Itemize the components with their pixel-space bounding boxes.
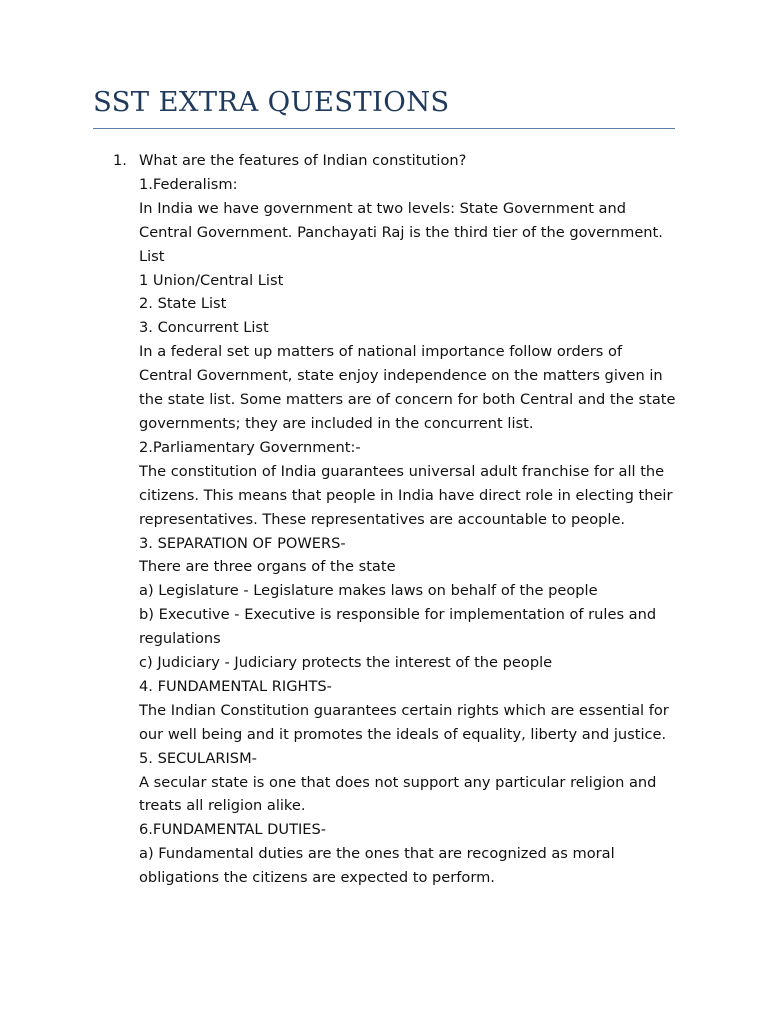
section-heading-secularism: 5. SECULARISM- bbox=[139, 749, 257, 767]
body-line: obligations the citizens are expected to perform. bbox=[139, 869, 495, 887]
list-item: 2. State List bbox=[139, 295, 227, 313]
body-line: In a federal set up matters of national importance follow orders of bbox=[139, 343, 623, 361]
body-line: There are three organs of the state bbox=[139, 558, 396, 576]
body-line: In India we have government at two levels: State Government and bbox=[139, 199, 627, 217]
list-item: b) Executive - Executive is responsible for implementation of rules and bbox=[139, 606, 657, 624]
list-item: 1 Union/Central List bbox=[139, 271, 284, 289]
list-item: a) Legislature - Legislature makes laws on behalf of the people bbox=[139, 582, 598, 600]
list-item: 3. Concurrent List bbox=[139, 319, 269, 337]
body-line: the state list. Some matters are of concern for both Central and the state bbox=[139, 391, 676, 409]
body-line: The constitution of India guarantees universal adult franchise for all the bbox=[139, 462, 665, 480]
section-heading-parliamentary: 2.Parliamentary Government:- bbox=[139, 438, 361, 456]
section-heading-rights: 4. FUNDAMENTAL RIGHTS- bbox=[139, 677, 332, 695]
body-line: A secular state is one that does not support any particular religion and bbox=[139, 773, 657, 791]
body-line: The Indian Constitution guarantees certain rights which are essential for bbox=[139, 701, 669, 719]
document-title: SST EXTRA QUESTIONS bbox=[93, 86, 450, 118]
question-body bbox=[139, 149, 679, 890]
body-line: representatives. These representatives are accountable to people. bbox=[139, 510, 626, 528]
body-line: Central Government. Panchayati Raj is the third tier of the government. bbox=[139, 223, 663, 241]
title-divider bbox=[93, 128, 675, 129]
body-line: regulations bbox=[139, 630, 221, 648]
body-line: citizens. This means that people in India have direct role in electing their bbox=[139, 486, 673, 504]
body-line: a) Fundamental duties are the ones that are recognized as moral bbox=[139, 845, 615, 863]
body-line: governments; they are included in the concurrent list. bbox=[139, 414, 534, 432]
body-line: Central Government, state enjoy independence on the matters given in bbox=[139, 367, 663, 385]
body-line: our well being and it promotes the ideals of equality, liberty and justice. bbox=[139, 725, 667, 743]
body-line: List bbox=[139, 247, 165, 265]
list-item: c) Judiciary - Judiciary protects the interest of the people bbox=[139, 654, 553, 672]
question-number: 1. bbox=[113, 152, 127, 169]
section-heading-separation: 3. SEPARATION OF POWERS- bbox=[139, 534, 346, 552]
section-heading-duties: 6.FUNDAMENTAL DUTIES- bbox=[139, 821, 327, 839]
body-line: treats all religion alike. bbox=[139, 797, 306, 815]
question-heading: What are the features of Indian constitution? bbox=[139, 152, 467, 169]
section-heading-federalism: 1.Federalism: bbox=[139, 175, 238, 193]
